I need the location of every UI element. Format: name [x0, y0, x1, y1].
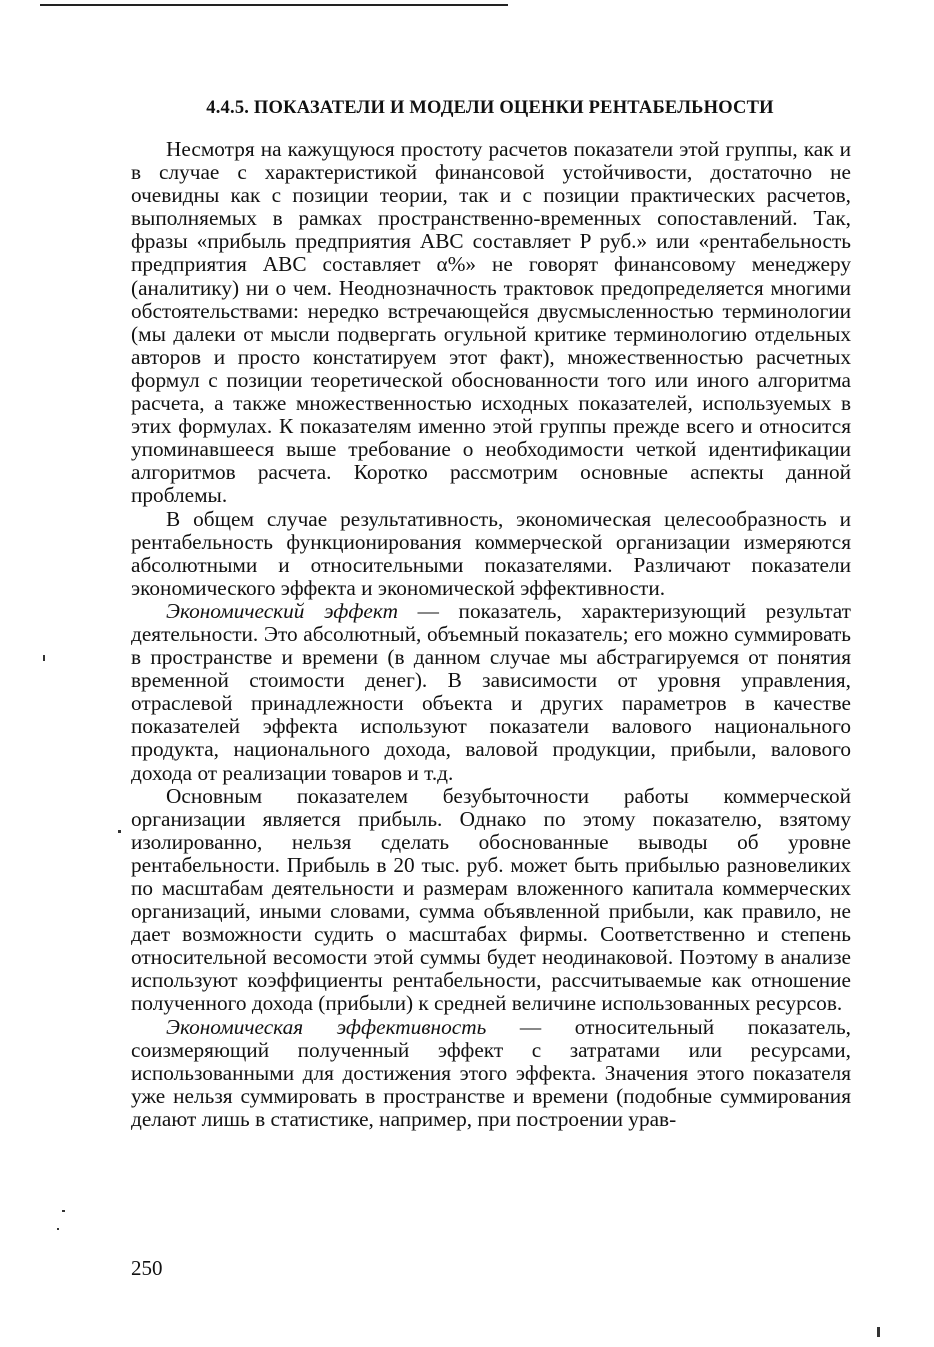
paragraph-4 [131, 785, 851, 1016]
page-number: 250 [131, 1256, 163, 1280]
section-title: 4.4.5. ПОКАЗАТЕЛИ И МОДЕЛИ ОЦЕНКИ РЕНТАБЕЛЬНОСТИ [206, 98, 774, 118]
paragraph-3-lead: Экономический эффект [166, 598, 398, 623]
paragraph-2-text: В общем случае результативность, экономическая целесообразность и рентабельность функционирования коммерческой организации измеряются абсолютными и относительными показателями. Различают показатели экономического эффекта и экономической эффективности. [131, 506, 851, 600]
paragraph-1-text: Несмотря на кажущуюся простоту расчетов показатели этой группы, как и в случае с характеристикой финансовой устойчивости, достаточно не очевидны как с позиции теории, так и с позиции практических расчетов, выполняемых в рамках пространственно-временных сопоставлений. Так, фразы «прибыль предприятия ABC составляет P руб.» или «рентабельность предприятия ABC составляет α%» не говорят финансовому менеджеру (аналитику) ни о чем. Неоднозначность трактовок предопределяется многими обстоятельствами: нередко встречающейся двусмысленностью терминологии (мы далеки от мысли подвергать огульной критике терминологию отдельных авторов и просто констатируем этот факт), множественностью расчетных формул с позиции теоретической обоснованности того или иного алгоритма расчета, а также множественностью исходных показателей, используемых в этих формулах. К показателям именно этой группы прежде всего и относится упоминавшееся выше требование о необходимости четкой идентификации алгоритмов расчета. Коротко рассмотрим основные аспекты данной проблемы. [131, 137, 851, 508]
scan-speck [62, 1210, 65, 1212]
scan-speck [43, 655, 45, 661]
paragraph-3 [131, 600, 851, 785]
paragraph-3-text: — показатель, характеризующий результат деятельности. Это абсолютный, объемный показатель; его можно суммировать в пространстве и времени (в данном случае мы абстрагируемся от понятия временной стоимости денег). В зависимости от уровня управления, отраслевой принадлежности объекта и других параметров в качестве показателей эффекта используют показатели валового национального продукта, национального дохода, валовой продукции, прибыли, валового дохода от реализации товаров и т.д. [131, 598, 851, 785]
paragraph-5-text: — относительный показатель, соизмеряющий полученный эффект с затратами или ресурсами, использованными для достижения этого эффекта. Значения этого показателя уже нельзя суммировать в пространстве и времени (подобные суммирования делают лишь в статистике, например, при построении урав- [131, 1014, 851, 1131]
paragraph-2 [131, 508, 851, 600]
scan-speck [877, 1327, 880, 1337]
scan-speck [118, 830, 121, 833]
paragraph-5-lead: Экономическая эффективность [166, 1014, 487, 1039]
paragraph-4-text: Основным показателем безубыточности работы коммерческой организации является прибыль. Однако по этому показателю, взятому изолированно, нельзя сделать обоснованные выводы об уровне рентабельности. Прибыль в 20 тыс. руб. может быть прибылью разновеликих по масштабам деятельности и размерам вложенного капитала коммерческих организаций, иными словами, сумма объявленной прибыли, как правило, не дает возможности судить о масштабах фирмы. Соответственно и степень относительной весомости этой суммы будет неодинаковой. Поэтому в анализе используют коэффициенты рентабельности, рассчитываемые как отношение полученного дохода (прибыли) к средней величине использованных ресурсов. [131, 783, 851, 1016]
top-rule [40, 4, 508, 6]
paragraph-5 [131, 1016, 851, 1131]
page-body [131, 138, 851, 1131]
scan-speck [57, 1228, 59, 1230]
paragraph-1 [131, 138, 851, 508]
